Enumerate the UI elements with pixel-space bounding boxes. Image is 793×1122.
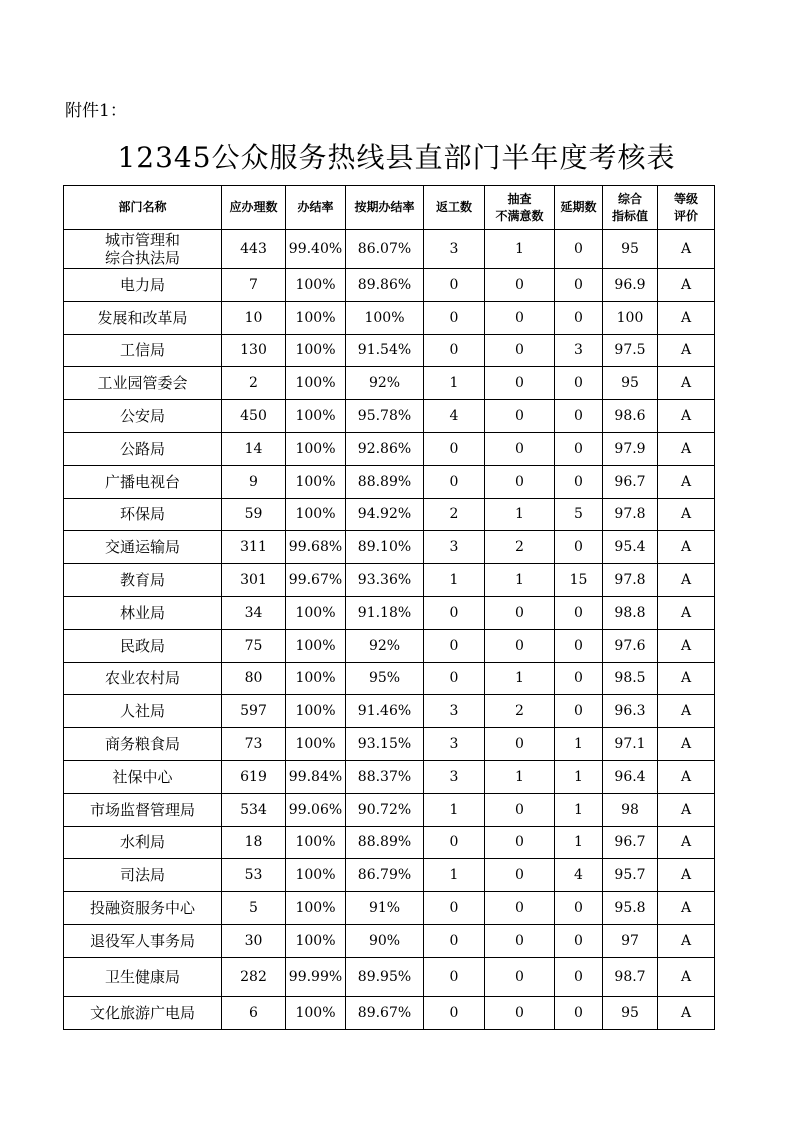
dept-name-cell [64,301,222,334]
dept-name: 农业农村局 [104,669,180,688]
table-row [64,367,715,400]
ontime-rate-cell: 89.95% [346,957,424,996]
dept-name: 卫生健康局 [104,967,180,986]
cases-cell: 34 [222,596,286,629]
rework-cell: 0 [424,596,485,629]
dept-name: 文化旅游广电局 [89,1003,195,1022]
dept-name-cell [64,826,222,859]
ontime-rate-cell: 90.72% [346,793,424,826]
grade-cell: A [658,400,715,433]
ontime-rate-cell: 89.10% [346,531,424,564]
header-spot-check [485,186,555,230]
completion-rate-cell: 100% [286,596,346,629]
completion-rate-cell: 100% [286,892,346,925]
grade-cell: A [658,301,715,334]
rework-cell: 1 [424,859,485,892]
header-grade [658,186,715,230]
index-cell: 97.5 [603,334,658,367]
dept-name-cell [64,662,222,695]
completion-rate-cell: 100% [286,301,346,334]
delays-cell: 0 [555,269,603,302]
delays-cell: 0 [555,957,603,996]
ontime-rate-cell: 92% [346,629,424,662]
completion-rate-cell: 100% [286,924,346,957]
table-row [64,564,715,597]
page-title: 12345公众服务热线县直部门半年度考核表 [117,141,676,174]
cases-cell: 7 [222,269,286,302]
dept-name-cell [64,531,222,564]
grade-cell: A [658,662,715,695]
table-row [64,629,715,662]
dissatisfied-cell: 1 [485,662,555,695]
cases-cell: 534 [222,793,286,826]
completion-rate-cell: 100% [286,367,346,400]
dept-name: 工信局 [119,341,165,360]
dept-name-cell [64,596,222,629]
rework-cell: 0 [424,432,485,465]
dissatisfied-cell: 0 [485,957,555,996]
ontime-rate-cell: 88.89% [346,826,424,859]
delays-cell: 1 [555,728,603,761]
completion-rate-cell: 100% [286,498,346,531]
cases-cell: 73 [222,728,286,761]
rework-cell: 0 [424,269,485,302]
dept-name-cell [64,793,222,826]
index-cell: 98.6 [603,400,658,433]
grade-cell: A [658,465,715,498]
dept-name: 投融资服务中心 [89,899,195,918]
grade-cell: A [658,367,715,400]
dissatisfied-cell: 1 [485,564,555,597]
cases-cell: 14 [222,432,286,465]
dissatisfied-cell: 0 [485,629,555,662]
table-row [64,400,715,433]
cases-cell: 10 [222,301,286,334]
dept-name-cell [64,230,222,269]
dissatisfied-cell: 0 [485,334,555,367]
header-ontime-rate: 按期办结率 [346,186,424,230]
completion-rate-cell: 99.68% [286,531,346,564]
rework-cell: 2 [424,498,485,531]
grade-cell: A [658,859,715,892]
cases-cell: 282 [222,957,286,996]
header-dept: 部门名称 [64,186,222,230]
index-cell: 95.7 [603,859,658,892]
completion-rate-cell: 100% [286,695,346,728]
completion-rate-cell: 100% [286,465,346,498]
completion-rate-cell: 100% [286,996,346,1029]
completion-rate-cell: 99.67% [286,564,346,597]
ontime-rate-cell: 91.54% [346,334,424,367]
dept-name-cell [64,465,222,498]
ontime-rate-cell: 89.86% [346,269,424,302]
completion-rate-cell: 100% [286,269,346,302]
dept-name-cell [64,269,222,302]
rework-cell: 0 [424,629,485,662]
completion-rate-cell: 100% [286,400,346,433]
completion-rate-cell: 100% [286,629,346,662]
header-grade-line1: 等级 [673,191,698,206]
table-row [64,760,715,793]
header-cases: 应办理数 [222,186,286,230]
table-row [64,301,715,334]
dissatisfied-cell: 0 [485,924,555,957]
rework-cell: 0 [424,465,485,498]
dept-name-cell [64,334,222,367]
index-cell: 98 [603,793,658,826]
rework-cell: 0 [424,924,485,957]
index-cell: 95 [603,367,658,400]
table-row [64,465,715,498]
table-row [64,996,715,1029]
ontime-rate-cell: 95.78% [346,400,424,433]
dept-name: 教育局 [119,571,165,590]
rework-cell: 3 [424,531,485,564]
delays-cell: 0 [555,996,603,1029]
ontime-rate-cell: 93.36% [346,564,424,597]
header-index-line2: 指标值 [611,208,648,223]
header-grade-line2: 评价 [673,208,698,223]
table-row [64,230,715,269]
delays-cell: 5 [555,498,603,531]
grade-cell: A [658,269,715,302]
grade-cell: A [658,629,715,662]
cases-cell: 130 [222,334,286,367]
dissatisfied-cell: 1 [485,498,555,531]
dept-name: 公安局 [119,407,165,426]
ontime-rate-cell: 89.67% [346,996,424,1029]
delays-cell: 0 [555,695,603,728]
header-row [64,186,715,230]
delays-cell: 0 [555,662,603,695]
dept-name-cell [64,996,222,1029]
dept-name-cell [64,760,222,793]
rework-cell: 1 [424,367,485,400]
delays-cell: 0 [555,230,603,269]
rework-cell: 0 [424,957,485,996]
dissatisfied-cell: 2 [485,531,555,564]
cases-cell: 53 [222,859,286,892]
index-cell: 95.8 [603,892,658,925]
ontime-rate-cell: 90% [346,924,424,957]
ontime-rate-cell: 88.89% [346,465,424,498]
ontime-rate-cell: 88.37% [346,760,424,793]
cases-cell: 30 [222,924,286,957]
delays-cell: 1 [555,793,603,826]
dissatisfied-cell: 0 [485,596,555,629]
header-delays: 延期数 [555,186,603,230]
delays-cell: 0 [555,531,603,564]
table-row [64,596,715,629]
grade-cell: A [658,924,715,957]
rework-cell: 0 [424,996,485,1029]
dept-name-line2: 综合执法局 [104,249,180,267]
dissatisfied-cell: 1 [485,230,555,269]
table-row [64,531,715,564]
index-cell: 97.9 [603,432,658,465]
cases-cell: 18 [222,826,286,859]
grade-cell: A [658,498,715,531]
dissatisfied-cell: 0 [485,301,555,334]
dept-name: 人社局 [119,702,165,721]
rework-cell: 0 [424,334,485,367]
dept-name: 发展和改革局 [97,308,188,327]
header-index [603,186,658,230]
dissatisfied-cell: 0 [485,367,555,400]
dept-name: 城市管理和 [104,231,180,249]
dept-name: 环保局 [119,505,165,524]
dissatisfied-cell: 0 [485,465,555,498]
table-row [64,728,715,761]
cases-cell: 6 [222,996,286,1029]
dept-name-cell [64,728,222,761]
dept-name-cell [64,859,222,892]
table-body [64,230,715,1030]
dept-name: 司法局 [119,866,165,885]
delays-cell: 1 [555,826,603,859]
cases-cell: 59 [222,498,286,531]
cases-cell: 9 [222,465,286,498]
table-row [64,793,715,826]
table-row [64,826,715,859]
dept-name-cell [64,432,222,465]
grade-cell: A [658,892,715,925]
table-row [64,498,715,531]
dept-name-cell [64,924,222,957]
grade-cell: A [658,996,715,1029]
dissatisfied-cell: 2 [485,695,555,728]
index-cell: 100 [603,301,658,334]
header-spot-check-line1: 抽查 [507,191,532,206]
rework-cell: 0 [424,826,485,859]
ontime-rate-cell: 86.07% [346,230,424,269]
completion-rate-cell: 99.84% [286,760,346,793]
grade-cell: A [658,432,715,465]
index-cell: 98.5 [603,662,658,695]
delays-cell: 15 [555,564,603,597]
dept-name-cell [64,892,222,925]
dept-name-cell [64,957,222,996]
ontime-rate-cell: 91% [346,892,424,925]
delays-cell: 3 [555,334,603,367]
index-cell: 96.7 [603,465,658,498]
cases-cell: 75 [222,629,286,662]
completion-rate-cell: 100% [286,728,346,761]
rework-cell: 3 [424,695,485,728]
completion-rate-cell: 100% [286,859,346,892]
completion-rate-cell: 99.06% [286,793,346,826]
completion-rate-cell: 100% [286,662,346,695]
dissatisfied-cell: 0 [485,996,555,1029]
dept-name-cell [64,629,222,662]
index-cell: 97.6 [603,629,658,662]
header-spot-check-line2: 不满意数 [495,208,544,223]
dept-name-cell [64,400,222,433]
header-rework: 返工数 [424,186,485,230]
dissatisfied-cell: 0 [485,793,555,826]
index-cell: 98.7 [603,957,658,996]
rework-cell: 0 [424,892,485,925]
delays-cell: 0 [555,465,603,498]
completion-rate-cell: 100% [286,334,346,367]
completion-rate-cell: 100% [286,826,346,859]
cases-cell: 311 [222,531,286,564]
dept-name-cell [64,695,222,728]
grade-cell: A [658,793,715,826]
grade-cell: A [658,760,715,793]
delays-cell: 1 [555,760,603,793]
index-cell: 97.8 [603,498,658,531]
dept-name: 交通运输局 [104,538,180,557]
grade-cell: A [658,695,715,728]
ontime-rate-cell: 95% [346,662,424,695]
grade-cell: A [658,957,715,996]
dissatisfied-cell: 0 [485,826,555,859]
index-cell: 96.4 [603,760,658,793]
delays-cell: 4 [555,859,603,892]
dissatisfied-cell: 1 [485,760,555,793]
dept-name: 社保中心 [112,767,173,786]
dept-name: 水利局 [119,833,165,852]
index-cell: 97.1 [603,728,658,761]
delays-cell: 0 [555,400,603,433]
dissatisfied-cell: 0 [485,400,555,433]
table-row [64,957,715,996]
delays-cell: 0 [555,924,603,957]
index-cell: 97.8 [603,564,658,597]
table-row [64,924,715,957]
header-completion-rate: 办结率 [286,186,346,230]
dissatisfied-cell: 0 [485,432,555,465]
table-row [64,662,715,695]
rework-cell: 0 [424,301,485,334]
dept-name: 民政局 [119,636,165,655]
dept-name: 林业局 [119,603,165,622]
index-cell: 98.8 [603,596,658,629]
completion-rate-cell: 100% [286,432,346,465]
index-cell: 96.3 [603,695,658,728]
rework-cell: 1 [424,564,485,597]
completion-rate-cell: 99.40% [286,230,346,269]
delays-cell: 0 [555,432,603,465]
dissatisfied-cell: 0 [485,269,555,302]
index-cell: 97 [603,924,658,957]
ontime-rate-cell: 92% [346,367,424,400]
cases-cell: 301 [222,564,286,597]
delays-cell: 0 [555,367,603,400]
dept-name-cell [64,564,222,597]
header-index-line1: 综合 [617,191,642,206]
rework-cell: 3 [424,728,485,761]
index-cell: 95.4 [603,531,658,564]
attachment-label: 附件1： [65,101,127,121]
cases-cell: 450 [222,400,286,433]
rework-cell: 1 [424,793,485,826]
grade-cell: A [658,334,715,367]
grade-cell: A [658,728,715,761]
grade-cell: A [658,531,715,564]
dissatisfied-cell: 0 [485,892,555,925]
grade-cell: A [658,230,715,269]
dept-name: 商务粮食局 [104,735,180,754]
ontime-rate-cell: 91.18% [346,596,424,629]
dept-name-cell [64,367,222,400]
table-row [64,892,715,925]
rework-cell: 4 [424,400,485,433]
dept-name: 电力局 [119,275,165,294]
delays-cell: 0 [555,301,603,334]
dept-name: 公路局 [119,439,165,458]
ontime-rate-cell: 92.86% [346,432,424,465]
grade-cell: A [658,564,715,597]
table-row [64,334,715,367]
dept-name: 退役军人事务局 [89,931,195,950]
table-row [64,432,715,465]
ontime-rate-cell: 100% [346,301,424,334]
dept-name: 市场监督管理局 [89,800,195,819]
ontime-rate-cell: 93.15% [346,728,424,761]
dept-name: 广播电视台 [104,472,180,491]
table-row [64,269,715,302]
index-cell: 95 [603,230,658,269]
cases-cell: 80 [222,662,286,695]
table-row [64,695,715,728]
delays-cell: 0 [555,596,603,629]
grade-cell: A [658,596,715,629]
assessment-table [63,185,715,1030]
ontime-rate-cell: 91.46% [346,695,424,728]
cases-cell: 2 [222,367,286,400]
index-cell: 96.9 [603,269,658,302]
ontime-rate-cell: 86.79% [346,859,424,892]
ontime-rate-cell: 94.92% [346,498,424,531]
delays-cell: 0 [555,892,603,925]
dissatisfied-cell: 0 [485,859,555,892]
rework-cell: 3 [424,760,485,793]
rework-cell: 0 [424,662,485,695]
dept-name-cell [64,498,222,531]
dissatisfied-cell: 0 [485,728,555,761]
cases-cell: 619 [222,760,286,793]
completion-rate-cell: 99.99% [286,957,346,996]
table-row [64,859,715,892]
grade-cell: A [658,826,715,859]
rework-cell: 3 [424,230,485,269]
index-cell: 95 [603,996,658,1029]
index-cell: 96.7 [603,826,658,859]
cases-cell: 597 [222,695,286,728]
cases-cell: 5 [222,892,286,925]
dept-name: 工业园管委会 [97,374,188,393]
delays-cell: 0 [555,629,603,662]
cases-cell: 443 [222,230,286,269]
